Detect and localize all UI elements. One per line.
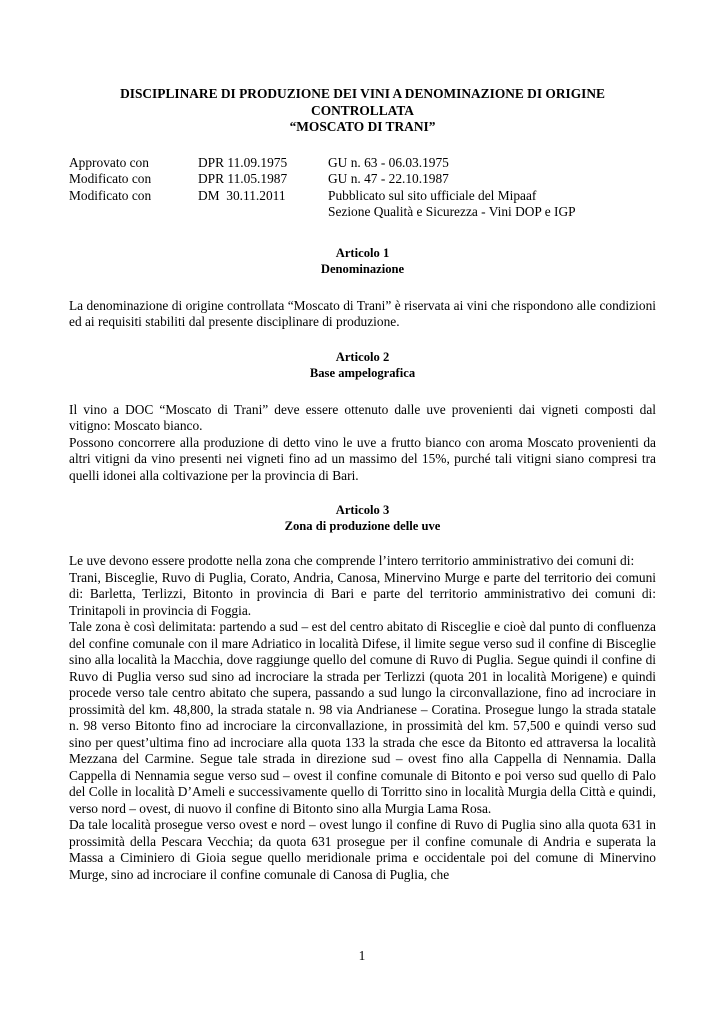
page-number: 1 [358, 948, 366, 963]
approval-gazette: GU n. 47 - 22.10.1987 [328, 171, 449, 186]
title-line-2: CONTROLLATA [311, 102, 414, 118]
approval-table [69, 155, 656, 221]
article-number: Articolo 1 [335, 245, 390, 260]
article-number: Articolo 3 [335, 503, 390, 517]
document-title [69, 86, 656, 136]
approval-row [69, 171, 656, 188]
approval-decree: DPR 11.09.1975 [198, 154, 288, 170]
approval-gazette: GU n. 63 - 06.03.1975 [328, 154, 449, 170]
approval-row [69, 155, 656, 172]
article-1-heading [69, 245, 656, 277]
article-2-paragraph: Il vino a DOC “Moscato di Trani” deve essere ottenuto dalle uve provenienti dai vigneti composti dal vitigno: Moscato bianco. [69, 401, 656, 433]
article-3-paragraph: Da tale località prosegue verso ovest e nord – ovest lungo il confine di Ruvo di Puglia sino alla quota 631 in prossimità della Pescara Vecchia; da quota 631 prosegue per il confine comunale di Andria e superata la Massa a Ciminiero di Gioia segue quello meridionale prima e occidentale poi del comune di Minervino Murge, sino ad incrociare il confine comunale di Canosa di Puglia, che [69, 817, 656, 882]
article-title: Zona di produzione delle uve [284, 519, 441, 533]
approval-gazette: Sezione Qualità e Sicurezza - Vini DOP e IGP [328, 204, 576, 219]
approval-row [69, 188, 656, 205]
article-3-paragraph: Trani, Bisceglie, Ruvo di Puglia, Corato, Andria, Canosa, Minervino Murge e parte del territorio dei comuni di: Barletta, Terlizzi, Bitonto in provincia di Bari e parte del territorio amministrativo dei comuni di: Trinitapoli in provincia di Foggia. [69, 569, 656, 618]
approval-decree: DPR 11.05.1987 [198, 171, 288, 186]
article-2-heading [69, 349, 656, 381]
approval-gazette: Pubblicato sul sito ufficiale del Mipaaf [328, 187, 537, 203]
article-3-paragraph: Tale zona è così delimitata: partendo a sud – est del centro abitato di Risceglie e cioè dal punto di confluenza del confine comunale con il mare Adriatico in località Difese, il limite segue verso sud il confine di Bisceglie sino alla località la Macchia, dove raggiunge quello del comune di Ruvo di Puglia. Segue quindi il confine di Ruvo di Puglia verso sud sino ad incrociare la strada per Terlizzi (quota 201 in località Morigene) e quindi procede verso tale centro abitato che supera, passando a sud lungo la circonvallazione, fino ad incrociare in prossimità del km. 48,800, la strada statale n. 98 via Andrianese – Coratina. Prosegue lungo la strada statale n. 98 verso Bitonto fino ad incrociare la circonvallazione, in prossimità del km. 57,500 e quindi verso sud sino per quest’ultima fino ad incrociare alla quota 133 la strada che esce da Bitonto ed attraversa la località Mezzana del Carmine. Segue tale strada in direzione sud – ovest fino alla Cappella di Nennamia. Dalla Cappella di Nennamia segue verso sud – ovest il confine comunale di Bitonto e poi verso sud quello di Palo del Colle in località D’Ameli e successivamente quello di Torritto sino in località Murgia della Città e quindi, verso nord – ovest, di nuovo il confine di Bitonto sino alla Murgia Lama Rosa. [69, 619, 656, 816]
article-title: Denominazione [320, 261, 405, 276]
approval-label: Approvato con [69, 154, 149, 170]
article-1-paragraph: La denominazione di origine controllata “Moscato di Trani” è riservata ai vini che rispondono alle condizioni ed ai requisiti stabiliti dal presente disciplinare di produzione. [69, 297, 656, 329]
article-3-heading [69, 502, 656, 534]
article-title: Base ampelografica [309, 365, 416, 380]
title-line-3: “MOSCATO DI TRANI” [289, 119, 436, 134]
article-3-paragraph: Le uve devono essere prodotte nella zona che comprende l’intero territorio amministrativo dei comuni di: [69, 553, 635, 568]
article-2-paragraph: Possono concorrere alla produzione di detto vino le uve a frutto bianco con aroma Moscato provenienti da altri vitigni da vino presenti nei vigneti fino ad un massimo del 15%, purché tali vitigni siano compresi tra quelli idonei alla coltivazione per la provincia di Bari. [69, 434, 656, 483]
title-line-1: DISCIPLINARE DI PRODUZIONE DEI VINI A DENOMINAZIONE DI ORIGINE [120, 86, 605, 101]
approval-decree: DM 30.11.2011 [198, 187, 286, 203]
approval-row [69, 204, 656, 221]
approval-label: Modificato con [69, 187, 152, 203]
approval-label: Modificato con [69, 171, 152, 186]
article-number: Articolo 2 [335, 349, 390, 364]
document-page [69, 86, 656, 883]
